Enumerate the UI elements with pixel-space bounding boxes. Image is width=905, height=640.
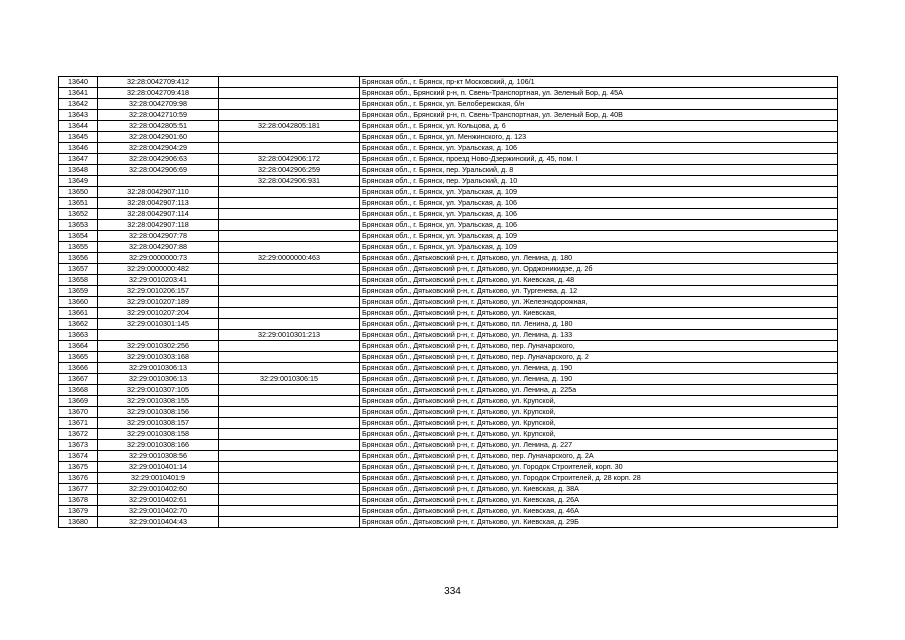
table-row (59, 88, 838, 99)
related-cadastral-number-cell (219, 352, 360, 363)
address-cell: Брянская обл., Дятьковский р-н, г. Дятьково, пер. Луначарского, (360, 341, 838, 352)
page-number: 334 (444, 586, 461, 597)
table-row (59, 275, 838, 286)
row-number-cell: 13654 (59, 231, 98, 242)
row-number-cell: 13663 (59, 330, 98, 341)
cadastral-number-cell: 32:29:0010306:13 (98, 374, 219, 385)
address-cell: Брянская обл., г. Брянск, ул. Уральская, д. 109 (360, 187, 838, 198)
cadastral-number-cell: 32:28:0042709:98 (98, 99, 219, 110)
table-row (59, 165, 838, 176)
address-cell: Брянская обл., Дятьковский р-н, г. Дятьково, ул. Киевская, д. 29Б (360, 517, 838, 528)
table-row (59, 308, 838, 319)
row-number-cell: 13649 (59, 176, 98, 187)
related-cadastral-number-cell (219, 484, 360, 495)
related-cadastral-number-cell: 32:28:0042906:172 (219, 154, 360, 165)
related-cadastral-number-cell (219, 517, 360, 528)
related-cadastral-number-cell (219, 297, 360, 308)
row-number-cell: 13641 (59, 88, 98, 99)
address-cell: Брянская обл., Дятьковский р-н, г. Дятьково, ул. Крупской, (360, 396, 838, 407)
table-row (59, 407, 838, 418)
row-number-cell: 13652 (59, 209, 98, 220)
row-number-cell: 13651 (59, 198, 98, 209)
related-cadastral-number-cell: 32:29:0010306:15 (219, 374, 360, 385)
cadastral-number-cell: 32:29:0010206:157 (98, 286, 219, 297)
cadastral-number-cell: 32:28:0042709:412 (98, 77, 219, 88)
table-row (59, 385, 838, 396)
address-cell: Брянская обл., Дятьковский р-н, г. Дятьково, ул. Крупской, (360, 429, 838, 440)
row-number-cell: 13678 (59, 495, 98, 506)
table-row (59, 198, 838, 209)
table-row (59, 286, 838, 297)
related-cadastral-number-cell (219, 418, 360, 429)
address-cell: Брянская обл., Дятьковский р-н, г. Дятьково, ул. Городок Строителей, д. 28 корп. 28 (360, 473, 838, 484)
table-row (59, 319, 838, 330)
related-cadastral-number-cell (219, 506, 360, 517)
address-cell: Брянская обл., г. Брянск, ул. Уральская, д. 106 (360, 220, 838, 231)
table-row (59, 363, 838, 374)
cadastral-number-cell: 32:29:0010404:43 (98, 517, 219, 528)
address-cell: Брянская обл., Дятьковский р-н, г. Дятьково, ул. Ленина, д. 190 (360, 363, 838, 374)
address-cell: Брянская обл., г. Брянск, пр-кт Московский, д. 106/1 (360, 77, 838, 88)
table-row (59, 462, 838, 473)
cadastral-number-cell: 32:28:0042805:51 (98, 121, 219, 132)
row-number-cell: 13644 (59, 121, 98, 132)
address-cell: Брянская обл., Дятьковский р-н, г. Дятьково, ул. Крупской, (360, 418, 838, 429)
table-row (59, 253, 838, 264)
table-row (59, 506, 838, 517)
address-cell: Брянская обл., Дятьковский р-н, г. Дятьково, ул. Киевская, д. 38А (360, 484, 838, 495)
cadastral-number-cell: 32:28:0042907:78 (98, 231, 219, 242)
address-cell: Брянская обл., Дятьковский р-н, г. Дятьково, ул. Ленина, д. 227 (360, 440, 838, 451)
address-cell: Брянская обл., Брянский р-н, п. Свень-Транспортная, ул. Зеленый Бор, д. 40В (360, 110, 838, 121)
address-cell: Брянская обл., Дятьковский р-н, г. Дятьково, ул. Киевская, д. 48 (360, 275, 838, 286)
related-cadastral-number-cell: 32:28:0042906:931 (219, 176, 360, 187)
related-cadastral-number-cell: 32:28:0042805:181 (219, 121, 360, 132)
cadastral-number-cell: 32:29:0010207:204 (98, 308, 219, 319)
cadastral-number-cell: 32:28:0042906:63 (98, 154, 219, 165)
related-cadastral-number-cell (219, 198, 360, 209)
row-number-cell: 13672 (59, 429, 98, 440)
table-row (59, 341, 838, 352)
table-row (59, 121, 838, 132)
address-cell: Брянская обл., Дятьковский р-н, г. Дятьково, ул. Орджоникидзе, д. 2б (360, 264, 838, 275)
row-number-cell: 13647 (59, 154, 98, 165)
related-cadastral-number-cell (219, 275, 360, 286)
address-cell: Брянская обл., г. Брянск, ул. Менжинского, д. 123 (360, 132, 838, 143)
related-cadastral-number-cell (219, 143, 360, 154)
row-number-cell: 13650 (59, 187, 98, 198)
address-cell: Брянская обл., Дятьковский р-н, г. Дятьково, пл. Ленина, д. 180 (360, 319, 838, 330)
table-row (59, 484, 838, 495)
table-row (59, 330, 838, 341)
address-cell: Брянская обл., г. Брянск, пер. Уральский, д. 10 (360, 176, 838, 187)
address-cell: Брянская обл., г. Брянск, ул. Белобережская, б/н (360, 99, 838, 110)
cadastral-number-cell: 32:28:0042907:114 (98, 209, 219, 220)
address-cell: Брянская обл., г. Брянск, ул. Уральская, д. 106 (360, 209, 838, 220)
property-table (58, 76, 838, 528)
table-row (59, 176, 838, 187)
row-number-cell: 13655 (59, 242, 98, 253)
cadastral-number-cell: 32:28:0042710:59 (98, 110, 219, 121)
address-cell: Брянская обл., г. Брянск, ул. Уральская, д. 106 (360, 198, 838, 209)
cadastral-number-cell: 32:28:0042907:88 (98, 242, 219, 253)
row-number-cell: 13679 (59, 506, 98, 517)
related-cadastral-number-cell (219, 231, 360, 242)
related-cadastral-number-cell (219, 319, 360, 330)
table-row (59, 264, 838, 275)
related-cadastral-number-cell (219, 495, 360, 506)
address-cell: Брянская обл., Дятьковский р-н, г. Дятьково, ул. Железнодорожная, (360, 297, 838, 308)
row-number-cell: 13645 (59, 132, 98, 143)
table-row (59, 187, 838, 198)
table-row (59, 429, 838, 440)
related-cadastral-number-cell (219, 132, 360, 143)
cadastral-number-cell: 32:28:0042901:60 (98, 132, 219, 143)
table-row (59, 99, 838, 110)
related-cadastral-number-cell (219, 242, 360, 253)
row-number-cell: 13675 (59, 462, 98, 473)
table-row (59, 220, 838, 231)
cadastral-number-cell: 32:29:0000000:73 (98, 253, 219, 264)
address-cell: Брянская обл., Дятьковский р-н, г. Дятьково, ул. Ленина, д. 225а (360, 385, 838, 396)
row-number-cell: 13669 (59, 396, 98, 407)
cadastral-number-cell: 32:28:0042906:69 (98, 165, 219, 176)
table-row (59, 209, 838, 220)
row-number-cell: 13643 (59, 110, 98, 121)
cadastral-number-cell: 32:29:0010302:256 (98, 341, 219, 352)
cadastral-number-cell: 32:28:0042907:110 (98, 187, 219, 198)
cadastral-number-cell: 32:29:0010301:145 (98, 319, 219, 330)
table-row (59, 396, 838, 407)
row-number-cell: 13646 (59, 143, 98, 154)
row-number-cell: 13657 (59, 264, 98, 275)
related-cadastral-number-cell (219, 77, 360, 88)
cadastral-number-cell: 32:29:0010308:56 (98, 451, 219, 462)
row-number-cell: 13659 (59, 286, 98, 297)
table-row (59, 154, 838, 165)
cadastral-number-cell: 32:29:0010307:105 (98, 385, 219, 396)
cadastral-number-cell: 32:29:0000000:482 (98, 264, 219, 275)
row-number-cell: 13676 (59, 473, 98, 484)
related-cadastral-number-cell (219, 99, 360, 110)
row-number-cell: 13640 (59, 77, 98, 88)
related-cadastral-number-cell (219, 462, 360, 473)
address-cell: Брянская обл., г. Брянск, пер. Уральский, д. 8 (360, 165, 838, 176)
row-number-cell: 13674 (59, 451, 98, 462)
related-cadastral-number-cell (219, 429, 360, 440)
cadastral-number-cell: 32:29:0010402:61 (98, 495, 219, 506)
row-number-cell: 13653 (59, 220, 98, 231)
address-cell: Брянская обл., Дятьковский р-н, г. Дятьково, ул. Киевская, д. 46А (360, 506, 838, 517)
cadastral-number-cell: 32:29:0010308:166 (98, 440, 219, 451)
related-cadastral-number-cell (219, 440, 360, 451)
cadastral-number-cell: 32:28:0042709:418 (98, 88, 219, 99)
cadastral-number-cell: 32:29:0010203:41 (98, 275, 219, 286)
row-number-cell: 13668 (59, 385, 98, 396)
related-cadastral-number-cell (219, 308, 360, 319)
cadastral-number-cell: 32:29:0010308:156 (98, 407, 219, 418)
row-number-cell: 13673 (59, 440, 98, 451)
address-cell: Брянская обл., г. Брянск, ул. Кольцова, д. 6 (360, 121, 838, 132)
related-cadastral-number-cell (219, 286, 360, 297)
cadastral-number-cell: 32:28:0042907:118 (98, 220, 219, 231)
related-cadastral-number-cell (219, 451, 360, 462)
table-row (59, 473, 838, 484)
row-number-cell: 13658 (59, 275, 98, 286)
row-number-cell: 13677 (59, 484, 98, 495)
row-number-cell: 13667 (59, 374, 98, 385)
row-number-cell: 13665 (59, 352, 98, 363)
related-cadastral-number-cell (219, 264, 360, 275)
table-row (59, 495, 838, 506)
row-number-cell: 13666 (59, 363, 98, 374)
table-row (59, 143, 838, 154)
cadastral-number-cell (98, 330, 219, 341)
related-cadastral-number-cell (219, 88, 360, 99)
table-row (59, 110, 838, 121)
address-cell: Брянская обл., Дятьковский р-н, г. Дятьково, ул. Киевская, д. 26А (360, 495, 838, 506)
related-cadastral-number-cell: 32:29:0000000:463 (219, 253, 360, 264)
address-cell: Брянская обл., Дятьковский р-н, г. Дятьково, ул. Ленина, д. 180 (360, 253, 838, 264)
address-cell: Брянская обл., Дятьковский р-н, г. Дятьково, ул. Ленина, д. 190 (360, 374, 838, 385)
related-cadastral-number-cell (219, 187, 360, 198)
row-number-cell: 13670 (59, 407, 98, 418)
row-number-cell: 13680 (59, 517, 98, 528)
address-cell: Брянская обл., Дятьковский р-н, г. Дятьково, ул. Киевская, (360, 308, 838, 319)
related-cadastral-number-cell (219, 209, 360, 220)
row-number-cell: 13661 (59, 308, 98, 319)
row-number-cell: 13642 (59, 99, 98, 110)
related-cadastral-number-cell (219, 407, 360, 418)
related-cadastral-number-cell (219, 473, 360, 484)
related-cadastral-number-cell (219, 363, 360, 374)
cadastral-number-cell: 32:29:0010207:189 (98, 297, 219, 308)
address-cell: Брянская обл., Дятьковский р-н, г. Дятьково, ул. Крупской, (360, 407, 838, 418)
row-number-cell: 13656 (59, 253, 98, 264)
related-cadastral-number-cell: 32:29:0010301:213 (219, 330, 360, 341)
row-number-cell: 13664 (59, 341, 98, 352)
row-number-cell: 13648 (59, 165, 98, 176)
address-cell: Брянская обл., Дятьковский р-н, г. Дятьково, ул. Городок Строителей, корп. 30 (360, 462, 838, 473)
address-cell: Брянская обл., Брянский р-н, п. Свень-Транспортная, ул. Зеленый Бор, д. 45А (360, 88, 838, 99)
table-row (59, 297, 838, 308)
table-row (59, 418, 838, 429)
cadastral-number-cell: 32:29:0010401:14 (98, 462, 219, 473)
cadastral-number-cell: 32:29:0010308:157 (98, 418, 219, 429)
cadastral-number-cell: 32:29:0010402:70 (98, 506, 219, 517)
table-row (59, 231, 838, 242)
address-cell: Брянская обл., г. Брянск, ул. Уральская, д. 109 (360, 231, 838, 242)
related-cadastral-number-cell (219, 341, 360, 352)
cadastral-number-cell: 32:29:0010308:155 (98, 396, 219, 407)
property-table-body (59, 77, 838, 528)
address-cell: Брянская обл., Дятьковский р-н, г. Дятьково, ул. Тургенева, д. 12 (360, 286, 838, 297)
row-number-cell: 13662 (59, 319, 98, 330)
related-cadastral-number-cell (219, 396, 360, 407)
address-cell: Брянская обл., г. Брянск, ул. Уральская, д. 109 (360, 242, 838, 253)
table-row (59, 451, 838, 462)
row-number-cell: 13660 (59, 297, 98, 308)
address-cell: Брянская обл., Дятьковский р-н, г. Дятьково, пер. Луначарского, д. 2 (360, 352, 838, 363)
cadastral-number-cell: 32:29:0010401:9 (98, 473, 219, 484)
cadastral-number-cell: 32:28:0042907:113 (98, 198, 219, 209)
table-row (59, 132, 838, 143)
table-row (59, 517, 838, 528)
cadastral-number-cell: 32:29:0010402:60 (98, 484, 219, 495)
related-cadastral-number-cell (219, 220, 360, 231)
related-cadastral-number-cell (219, 385, 360, 396)
table-row (59, 242, 838, 253)
related-cadastral-number-cell: 32:28:0042906:259 (219, 165, 360, 176)
address-cell: Брянская обл., г. Брянск, проезд Ново-Дзержинский, д. 45, пом. I (360, 154, 838, 165)
related-cadastral-number-cell (219, 110, 360, 121)
cadastral-number-cell (98, 176, 219, 187)
cadastral-number-cell: 32:29:0010308:158 (98, 429, 219, 440)
table-row (59, 352, 838, 363)
table-row (59, 440, 838, 451)
address-cell: Брянская обл., Дятьковский р-н, г. Дятьково, пер. Луначарского, д. 2А (360, 451, 838, 462)
table-row (59, 77, 838, 88)
address-cell: Брянская обл., г. Брянск, ул. Уральская, д. 106 (360, 143, 838, 154)
cadastral-number-cell: 32:29:0010303:168 (98, 352, 219, 363)
row-number-cell: 13671 (59, 418, 98, 429)
cadastral-number-cell: 32:29:0010306:13 (98, 363, 219, 374)
table-row (59, 374, 838, 385)
address-cell: Брянская обл., Дятьковский р-н, г. Дятьково, ул. Ленина, д. 133 (360, 330, 838, 341)
cadastral-number-cell: 32:28:0042904:29 (98, 143, 219, 154)
